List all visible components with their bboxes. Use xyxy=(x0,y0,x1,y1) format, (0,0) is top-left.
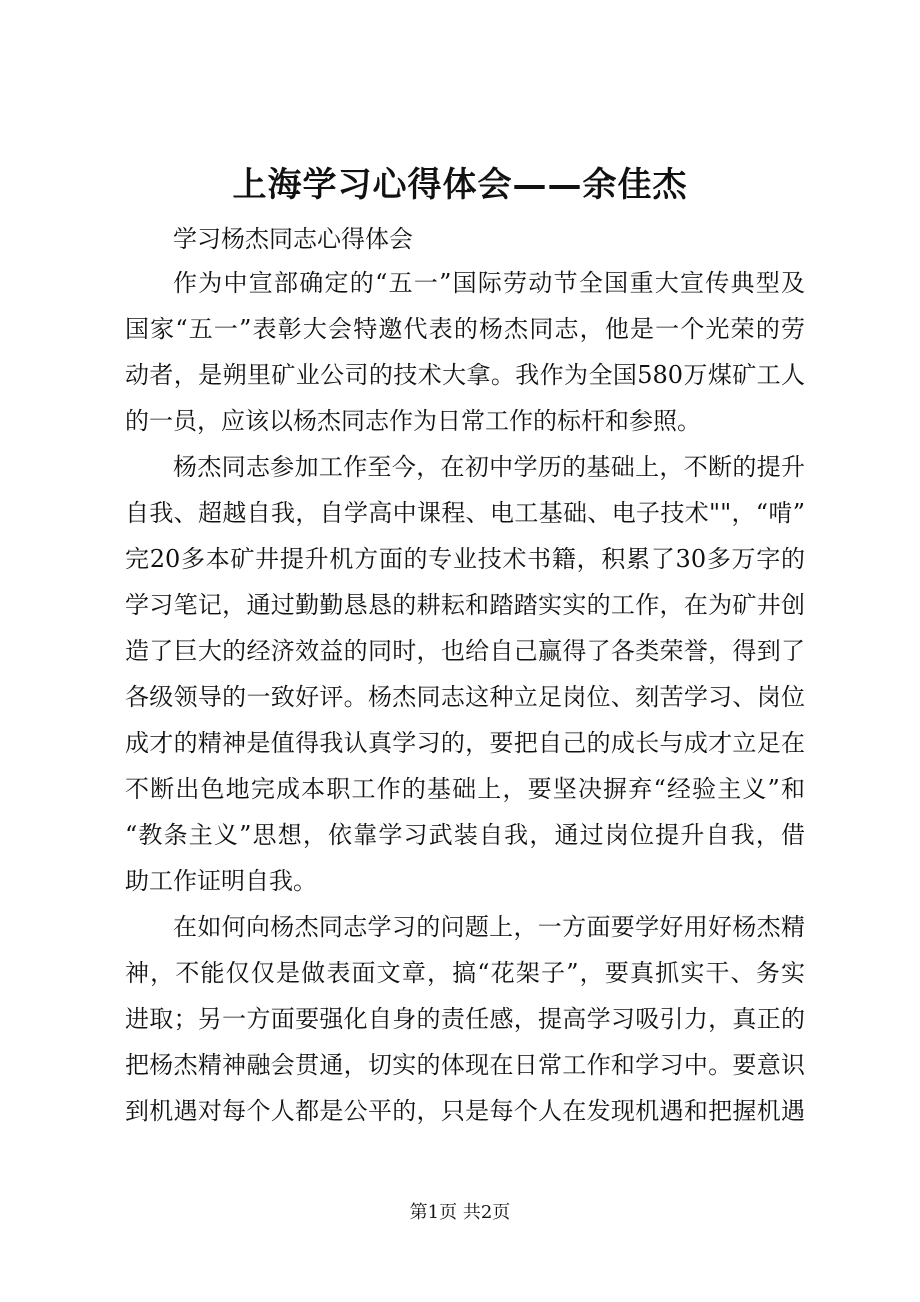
text-line: 各级领导的一致好评。杨杰同志这种立足岗位、刻苦学习、岗位 xyxy=(125,683,805,711)
paragraph-3 xyxy=(125,904,805,1134)
text-line: 在如何向杨杰同志学习的问题上，一方面要学好用好杨杰精 xyxy=(173,913,805,941)
text-line: 动者，是朔里矿业公司的技术大拿。我作为全国580万煤矿工人 xyxy=(125,361,805,389)
text-line: 助工作证明自我。 xyxy=(125,867,317,895)
text-line: 成才的精神是值得我认真学习的，要把自己的成长与成才立足在 xyxy=(125,729,805,757)
text-line: 完20多本矿井提升机方面的专业技术书籍，积累了30多万字的 xyxy=(125,545,805,573)
document-subtitle: 学习杨杰同志心得体会 xyxy=(173,225,413,253)
page-number-footer: 第1页 共2页 xyxy=(409,1202,511,1223)
text-line: 进取；另一方面要强化自身的责任感，提高学习吸引力，真正的 xyxy=(125,1005,805,1033)
text-line: 到机遇对每个人都是公平的，只是每个人在发现机遇和把握机遇 xyxy=(125,1097,805,1125)
text-line: 把杨杰精神融会贯通，切实的体现在日常工作和学习中。要意识 xyxy=(125,1051,805,1079)
text-line: 造了巨大的经济效益的同时，也给自己赢得了各类荣誉，得到了 xyxy=(125,637,805,665)
paragraph-1 xyxy=(125,260,805,444)
text-line: 作为中宣部确定的“五一”国际劳动节全国重大宣传典型及 xyxy=(173,269,805,297)
text-line: 不断出色地完成本职工作的基础上，要坚决摒弃“经验主义”和 xyxy=(125,775,805,803)
text-line: 学习笔记，通过勤勤恳恳的耕耘和踏踏实实的工作，在为矿井创 xyxy=(125,591,805,619)
text-line: 杨杰同志参加工作至今，在初中学历的基础上，不断的提升 xyxy=(173,453,805,481)
document-body xyxy=(125,260,805,1134)
text-line: 自我、超越自我，自学高中课程、电工基础、电子技术""，“啃” xyxy=(125,499,805,527)
paragraph-2 xyxy=(125,444,805,904)
text-line: 国家“五一”表彰大会特邀代表的杨杰同志，他是一个光荣的劳 xyxy=(125,315,805,343)
text-line: 的一员，应该以杨杰同志作为日常工作的标杆和参照。 xyxy=(125,407,701,435)
document-title: 上海学习心得体会——余佳杰 xyxy=(232,165,688,205)
text-line: “教条主义”思想，依靠学习武装自我，通过岗位提升自我，借 xyxy=(125,821,805,849)
text-line: 神，不能仅仅是做表面文章，搞“花架子”，要真抓实干、务实 xyxy=(125,959,805,987)
